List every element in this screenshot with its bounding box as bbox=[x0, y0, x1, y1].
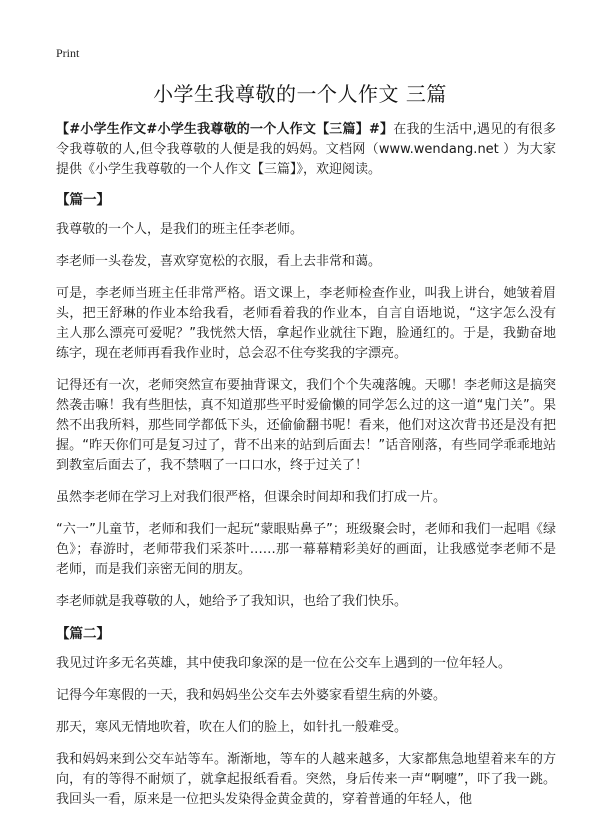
paragraph: 李老师就是我尊敬的人，她给予了我知识，也给了我们快乐。 bbox=[56, 594, 408, 609]
section-heading-1: 【篇一】 bbox=[56, 192, 110, 208]
intro-tag: 【#小学生作文#小学生我尊敬的一个人作文【三篇】#】 bbox=[56, 122, 394, 137]
paragraph: 我尊敬的一个人，是我们的班主任李老师。 bbox=[56, 222, 304, 237]
print-label: Print bbox=[56, 46, 80, 60]
paragraph: “六一”儿童节，老师和我们一起玩“蒙眼贴鼻子”；班级聚会时，老师和我们一起唱《绿色》；春游时，老师带我们采茶叶……那一幕幕精彩美好的画面，让我感觉李老师不是老师，而是我们亲密无间的朋友。 bbox=[56, 522, 556, 577]
intro-paragraph bbox=[56, 120, 556, 180]
document-title: 小学生我尊敬的一个人作文 三篇 bbox=[153, 82, 447, 106]
paragraph: 那天，寒风无情地吹着，吹在人们的脸上，如针扎一般难受。 bbox=[56, 720, 408, 735]
paragraph: 虽然李老师在学习上对我们很严格，但课余时间却和我们打成一片。 bbox=[56, 490, 447, 505]
paragraph: 李老师一头卷发，喜欢穿宽松的衣服，看上去非常和蔼。 bbox=[56, 254, 382, 269]
document-body bbox=[56, 120, 556, 822]
paragraph: 我和妈妈来到公交车站等车。渐渐地，等车的人越来越多，大家都焦急地望着来车的方向，有的等得不耐烦了，就拿起报纸看看。突然，身后传来一声“啊嚏”，吓了我一跳。我回头一看，原来是一位把头发染得金黄金黄的，穿着普通的年轻人，他 bbox=[56, 752, 556, 807]
paragraph: 我见过许多无名英雄，其中使我印象深的是一位在公交车上遇到的一位年轻人。 bbox=[56, 656, 512, 671]
section-heading-2: 【篇二】 bbox=[56, 626, 110, 642]
intro-text: 在我的生活中,遇见的有很多令我尊敬的人,但令我尊敬的人便是我的妈妈。文档网（www.wendang.net ）为大家提供《小学生我尊敬的一个人作文【三篇】》，欢迎阅读。 bbox=[56, 122, 556, 177]
paragraph: 记得今年寒假的一天，我和妈妈坐公交车去外婆家看望生病的外婆。 bbox=[56, 688, 447, 703]
paragraph: 记得还有一次，老师突然宣布要抽背课文，我们个个失魂落魄。天哪！李老师这是搞突然袭击嘛！我有些胆怯，真不知道那些平时爱偷懒的同学怎么过的这一道“鬼门关”。果然不出我所料，那些同学都低下头，还偷偷翻书呢！看来，他们对这次背书还是没有把握。“昨天你们可是复习过了，背不出来的站到后面去！”话音刚落，有些同学乖乖地站到教室后面去了，我不禁咽了一口口水，终于过关了！ bbox=[56, 378, 556, 473]
paragraph: 可是，李老师当班主任非常严格。语文课上，李老师检查作业，叫我上讲台，她皱着眉头，把王舒琳的作业本给我看，老师看着我的作业本，自言自语地说，“这字怎么没有主人那么漂亮可爱呢？”我恍然大悟，拿起作业就往下跑，脸通红的。于是，我勤奋地练字，现在老师再看我作业时，总会忍不住夸奖我的字漂亮。 bbox=[56, 286, 556, 361]
